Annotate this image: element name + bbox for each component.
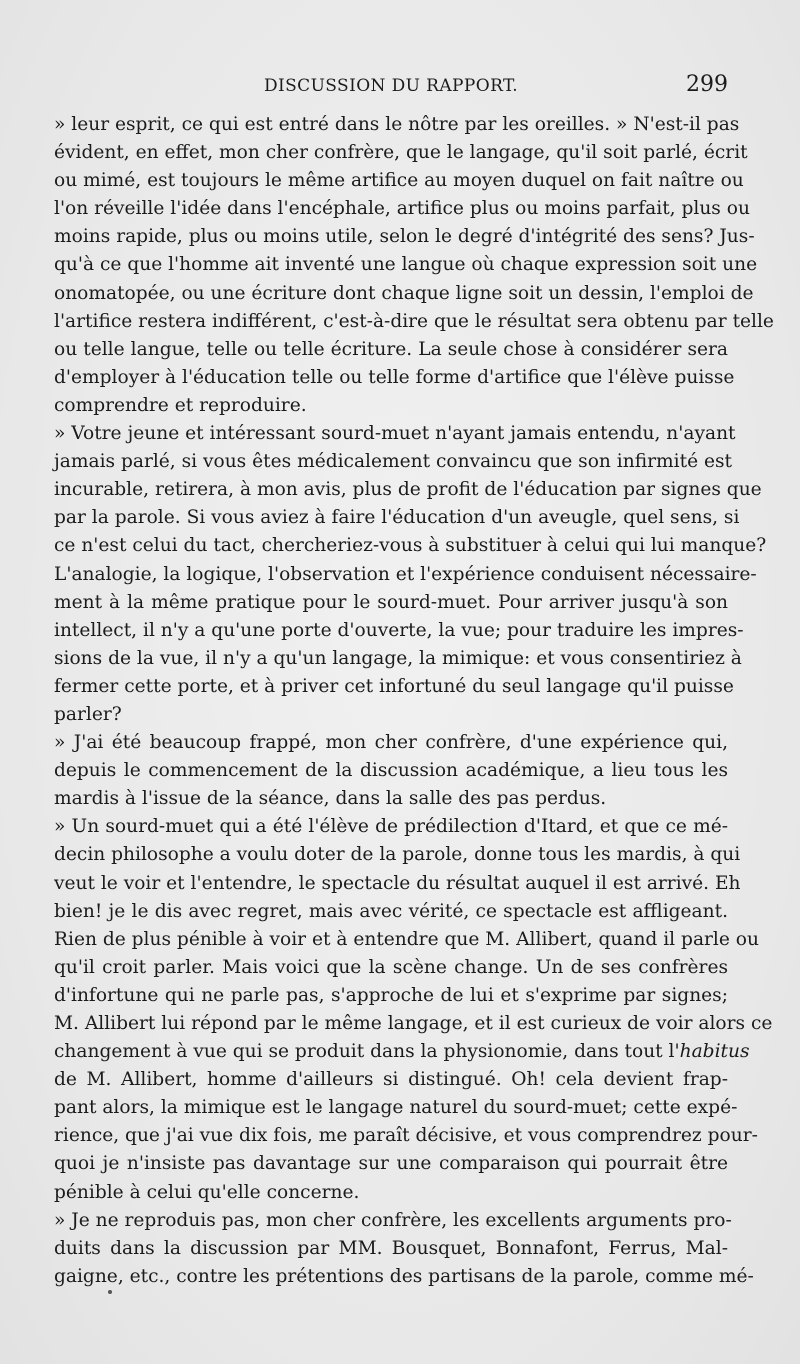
text-line: moins rapide, plus ou moins utile, selon le degré d'intégrité des sens? Jus- [54, 226, 755, 248]
text-line: jamais parlé, si vous êtes médicalement convaincu que son infirmité est [54, 451, 732, 473]
text-line: ou mimé, est toujours le même artifice au moyen duquel on fait naître ou [54, 170, 744, 192]
running-title: DISCUSSION DU RAPPORT. [263, 76, 519, 96]
text-line: incurable, retirera, à mon avis, plus de profit de l'éducation par signes que [54, 479, 762, 501]
text-line: changement à vue qui se produit dans la physionomie, dans tout l'habitus [54, 1041, 750, 1063]
text-line: gaigne, etc., contre les prétentions des partisans de la parole, comme mé- [54, 1265, 754, 1287]
text-line: de M. Allibert, homme d'ailleurs si distingué. Oh! cela devient frap- [54, 1069, 728, 1091]
text-line: l'artifice restera indifférent, c'est-à-dire que le résultat sera obtenu par telle [54, 310, 774, 332]
text-line: rience, que j'ai vue dix fois, me paraît décisive, et vous comprendrez pour- [54, 1125, 758, 1147]
text-line: qu'à ce que l'homme ait inventé une langue où chaque expression soit une [54, 254, 758, 276]
text-line: ou telle langue, telle ou telle écriture. La seule chose à considérer sera [54, 338, 728, 360]
text-line: » Un sourd-muet qui a été l'élève de prédilection d'Itard, et que ce mé- [54, 816, 728, 838]
text-line: ce n'est celui du tact, chercheriez-vous à substituer à celui qui lui manque? [54, 535, 767, 557]
text-line: sions de la vue, il n'y a qu'un langage, la mimique: et vous consentiriez à [54, 647, 742, 669]
text-line: L'analogie, la logique, l'observation et l'expérience conduisent nécessaire- [54, 563, 757, 585]
text-line: fermer cette porte, et à priver cet infortuné du seul langage qu'il puisse [54, 675, 734, 697]
text-line: M. Allibert lui répond par le même langage, et il est curieux de voir alors ce [54, 1013, 773, 1034]
text-line: d'employer à l'éducation telle ou telle forme d'artifice que l'élève puisse [54, 366, 735, 388]
running-head [54, 72, 728, 98]
text-line: bien! je le dis avec regret, mais avec vérité, ce spectacle est affligeant. [54, 900, 728, 922]
text-line: Rien de plus pénible à voir et à entendre que M. Allibert, quand il parle ou [54, 928, 759, 950]
text-line: » Je ne reproduis pas, mon cher confrère, les excellents arguments pro- [54, 1209, 732, 1231]
page-number: 299 [686, 72, 728, 97]
text-line: depuis le commencement de la discussion académique, a lieu tous les [54, 760, 728, 782]
body-text [54, 111, 774, 1291]
text-line: évident, en effet, mon cher confrère, que le langage, qu'il soit parlé, écrit [54, 142, 748, 164]
text-line: decin philosophe a voulu doter de la parole, donne tous les mardis, à qui [54, 844, 741, 866]
text-line: qu'il croit parler. Mais voici que la scène change. Un de ses confrères [54, 956, 728, 978]
text-line: intellect, il n'y a qu'une porte d'ouverte, la vue; pour traduire les impres- [54, 619, 744, 641]
ink-speck [108, 1290, 112, 1294]
text-line: onomatopée, ou une écriture dont chaque ligne soit un dessin, l'emploi de [54, 282, 754, 304]
text-line: d'infortune qui ne parle pas, s'approche de lui et s'exprime par signes; [54, 984, 728, 1006]
text-line: » Votre jeune et intéressant sourd-muet n'ayant jamais entendu, n'ayant [54, 423, 736, 445]
text-line: comprendre et reproduire. [54, 394, 307, 416]
text-line: par la parole. Si vous aviez à faire l'éducation d'un aveugle, quel sens, si [54, 507, 740, 529]
text-line: ment à la même pratique pour le sourd-muet. Pour arriver jusqu'à son [54, 591, 728, 613]
text-line: mardis à l'issue de la séance, dans la salle des pas perdus. [54, 788, 607, 810]
text-line: pénible à celui qu'elle concerne. [54, 1181, 360, 1203]
text-line: » J'ai été beaucoup frappé, mon cher confrère, d'une expérience qui, [54, 732, 728, 754]
text-line: quoi je n'insiste pas davantage sur une comparaison qui pourrait être [54, 1153, 728, 1175]
text-line: duits dans la discussion par MM. Bousquet, Bonnafont, Ferrus, Mal- [54, 1237, 728, 1259]
text-line: pant alors, la mimique est le langage naturel du sourd-muet; cette expé- [54, 1097, 738, 1119]
text-line: l'on réveille l'idée dans l'encéphale, artifice plus ou moins parfait, plus ou [54, 198, 750, 220]
text-line: parler? [54, 703, 122, 725]
italic-word: habitus [679, 1041, 750, 1063]
text-line: veut le voir et l'entendre, le spectacle du résultat auquel il est arrivé. Eh [54, 872, 741, 894]
text-line: » leur esprit, ce qui est entré dans le nôtre par les oreilles. » N'est-il pas [54, 114, 740, 135]
